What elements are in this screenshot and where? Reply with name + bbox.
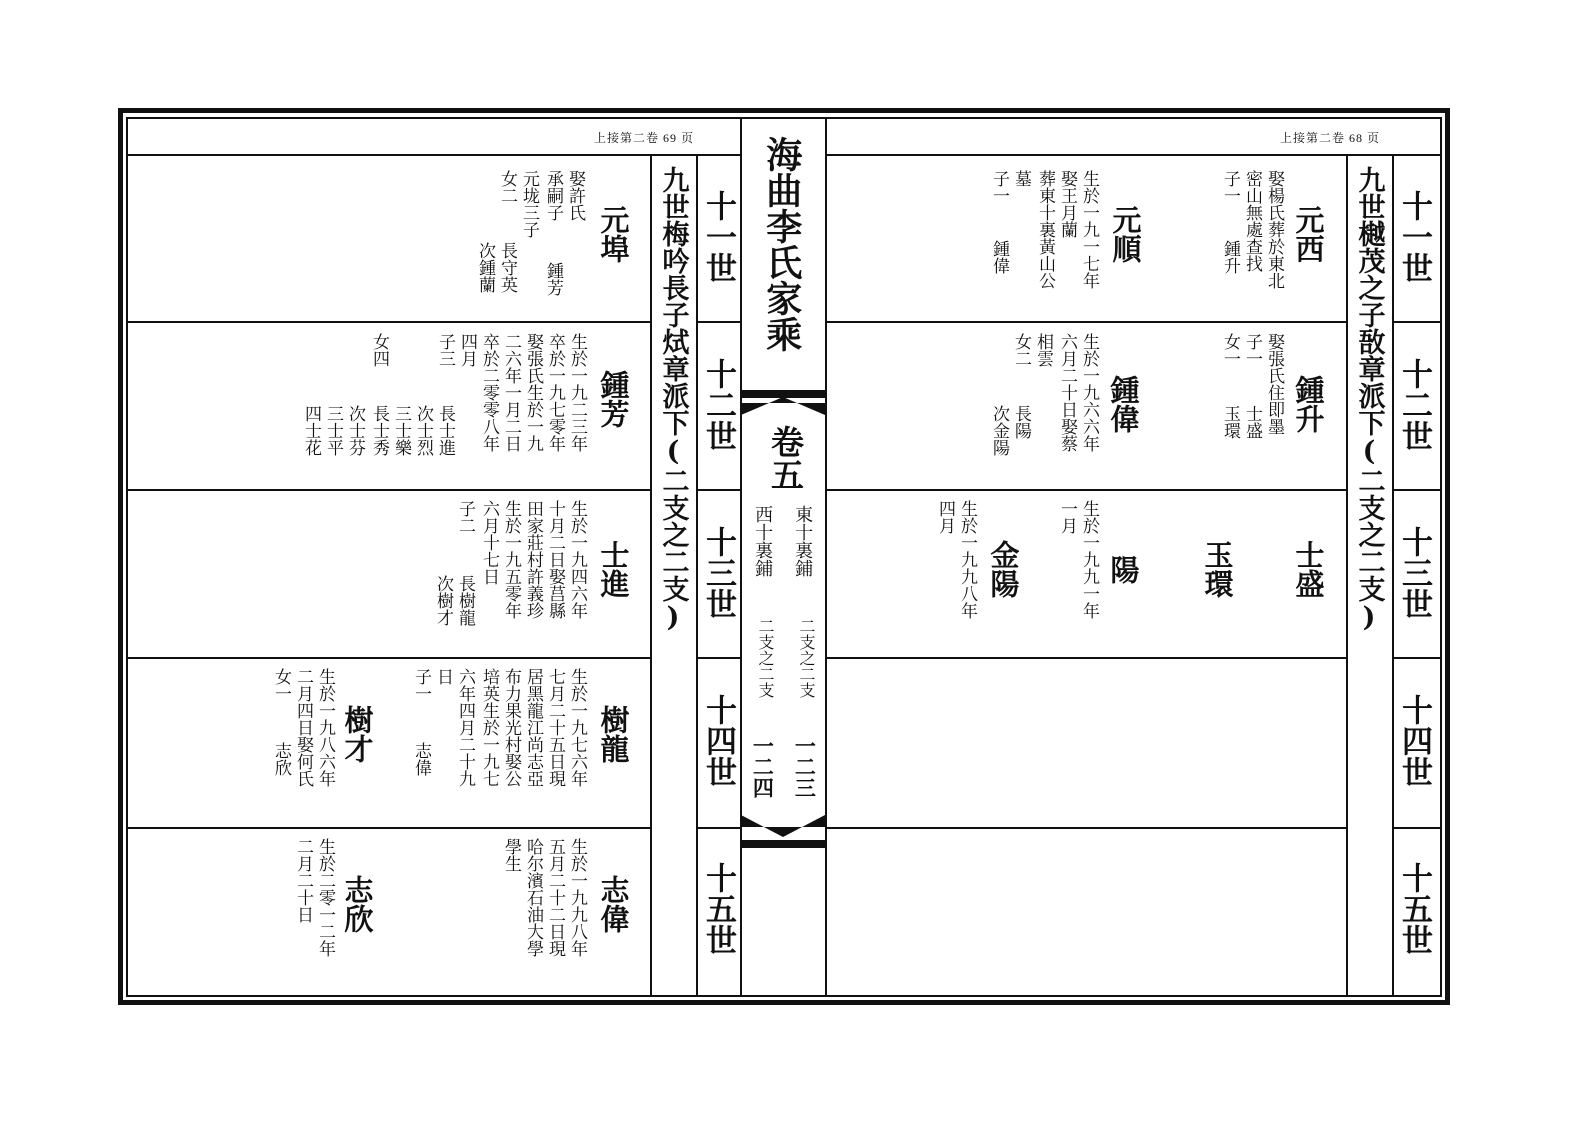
person-detail: 娶張氏住即墨 [1264, 333, 1285, 435]
row-line [826, 827, 1346, 829]
gen-label: 十四世 [700, 694, 736, 787]
person-detail: 生於一九九一年 [1079, 500, 1100, 619]
person-detail: 七月二十五日現 [545, 668, 566, 787]
person-detail: 四月 [457, 333, 478, 367]
row-line [128, 657, 650, 659]
spine-place-right: 西十裏鋪 [752, 505, 774, 577]
person-child: 長士進 [435, 405, 456, 456]
person-child: 玉環 [1220, 405, 1241, 439]
person-child: 鍾芳 [543, 262, 564, 296]
person-name: 元順 [1108, 205, 1143, 263]
person-detail: 女一 [1220, 333, 1241, 367]
person-detail: 卒於二零零八年 [479, 333, 500, 452]
person-detail: 生於一九一七年 [1079, 170, 1100, 289]
person-detail: 子三 [435, 333, 456, 367]
person-child: 三士平 [323, 405, 344, 456]
person-detail: 娶許氏 [565, 170, 586, 221]
branch-title-right: 九世梅吟長子烒章派下(二支之二支) [657, 166, 689, 633]
person-detail: 生於一九九八年 [957, 500, 978, 619]
person-name: 士盛 [1291, 540, 1326, 598]
person-child: 四士花 [301, 405, 322, 456]
person-child: 志欣 [271, 742, 292, 776]
person-detail: 娶楊氏葬於東北 [1264, 170, 1285, 289]
person-detail: 二月四日娶何氏 [293, 668, 314, 787]
left-gen-col-border [1392, 155, 1394, 995]
person-detail: 生於一九八六年 [315, 668, 336, 787]
person-detail: 二六年一月二日 [501, 333, 522, 452]
row-line [128, 489, 650, 491]
continued-note-left: 上接第二卷 68 页 [1280, 131, 1381, 145]
row-line [696, 827, 740, 829]
row-line [696, 489, 740, 491]
person-detail: 六年四月二十九 [455, 668, 476, 787]
row-line [696, 321, 740, 323]
person-child: 次樹才 [433, 575, 454, 626]
person-detail: 布力果光村娶公 [501, 668, 522, 787]
gen-label: 十四世 [1396, 694, 1432, 787]
person-detail: 墓 [1011, 170, 1032, 187]
person-detail: 子一 [1220, 170, 1241, 204]
gen-label: 十五世 [1396, 862, 1432, 955]
person-name: 鍾升 [1291, 375, 1326, 433]
right-gen-col-border [696, 155, 698, 995]
person-name: 鍾芳 [596, 370, 631, 428]
page-number-right: 一二四 [750, 735, 776, 798]
person-detail: 六月十七日 [479, 500, 500, 585]
person-name: 陽 [1106, 555, 1141, 584]
gen-label: 十二世 [1396, 358, 1432, 451]
person-detail: 葬東十裏黃山公 [1035, 170, 1056, 289]
gen-label: 十一世 [700, 190, 736, 283]
spine-branch-left: 二支之二支 [796, 618, 816, 698]
person-child: 志偉 [411, 742, 432, 776]
row-line [826, 657, 1346, 659]
person-child: 長守英 [497, 242, 518, 293]
person-detail: 居黑龍江尚志亞 [523, 668, 544, 787]
person-child: 次鍾蘭 [475, 242, 496, 293]
branch-title-left: 九世樾茂之子敔章派下(二支之二支) [1353, 166, 1385, 633]
spine-right-border [825, 119, 827, 995]
person-child: 次金陽 [989, 405, 1010, 456]
person-detail: 生於一九五零年 [501, 500, 522, 619]
person-detail: 卒於一九七零年 [545, 333, 566, 452]
person-detail: 生於一九七六年 [567, 668, 588, 787]
person-detail: 學生 [501, 838, 522, 872]
person-detail: 子二 [455, 500, 476, 534]
person-name: 玉環 [1200, 540, 1235, 598]
person-name: 金陽 [986, 540, 1021, 598]
person-detail: 娶張氏生於一九 [523, 333, 544, 452]
right-title-col-border [650, 155, 652, 995]
person-name: 志欣 [340, 875, 375, 933]
person-child: 次士烈 [413, 405, 434, 456]
person-detail: 生於一九四六年 [567, 500, 588, 619]
person-child: 鍾升 [1220, 240, 1241, 274]
person-child: 三士樂 [391, 405, 412, 456]
person-child: 士盛 [1242, 405, 1263, 439]
row-line [826, 489, 1346, 491]
person-detail: 日 [433, 668, 454, 685]
left-title-col-border [1346, 155, 1348, 995]
row-line [1392, 657, 1440, 659]
person-name: 士進 [596, 540, 631, 598]
person-detail: 生於二零一二年 [315, 838, 336, 957]
person-detail: 娶王月蘭 [1057, 170, 1078, 238]
person-detail: 女四 [369, 333, 390, 367]
person-name: 元西 [1291, 205, 1326, 263]
row-line [1392, 827, 1440, 829]
person-detail: 承嗣子 [543, 170, 564, 221]
person-name: 樹龍 [596, 705, 631, 763]
row-line [1392, 489, 1440, 491]
person-detail: 生於一九二三年 [567, 333, 588, 452]
person-detail: 五月二十二日現 [545, 838, 566, 957]
person-detail: 培英生於一九七 [479, 668, 500, 787]
person-child: 長士秀 [369, 405, 390, 456]
person-child: 長樹龍 [455, 575, 476, 626]
person-detail: 生於一九九八年 [567, 838, 588, 957]
row-line [1392, 321, 1440, 323]
person-detail: 哈尔濱石油大學 [523, 838, 544, 957]
person-detail: 六月二十日娶蔡 [1057, 333, 1078, 452]
spine-branch-right: 二支之二支 [755, 618, 775, 698]
continued-note-right: 上接第二卷 69 页 [594, 131, 695, 145]
gen-label: 十一世 [1396, 190, 1432, 283]
person-name: 志偉 [596, 875, 631, 933]
person-detail: 四月 [935, 500, 956, 534]
person-detail: 相雲 [1033, 333, 1054, 367]
gen-label: 十三世 [1396, 526, 1432, 619]
person-child: 次士芬 [345, 405, 366, 456]
person-detail: 女一 [271, 668, 292, 702]
person-detail: 十月二日娶莒縣 [545, 500, 566, 619]
person-detail: 子一 [411, 668, 432, 702]
row-line [128, 827, 650, 829]
gen-label: 十三世 [700, 526, 736, 619]
spine-place-left: 東十裏鋪 [792, 505, 814, 577]
person-detail: 一月 [1057, 500, 1078, 534]
row-line [696, 657, 740, 659]
person-name: 元埠 [596, 205, 631, 263]
person-detail: 田家莊村許義珍 [523, 500, 544, 619]
gen-label: 十五世 [700, 862, 736, 955]
person-detail: 生於一九六六年 [1079, 333, 1100, 452]
person-detail: 女二 [1011, 333, 1032, 367]
person-detail: 二月二十日 [293, 838, 314, 923]
right-header-line [128, 154, 740, 156]
book-title: 海曲李氏家乘 [760, 136, 803, 352]
person-child: 長陽 [1011, 405, 1032, 439]
volume-label: 卷五 [765, 425, 805, 491]
page-number-left: 一二三 [792, 735, 818, 798]
person-detail: 密山無處查找 [1242, 170, 1263, 272]
gen-label: 十二世 [700, 358, 736, 451]
person-name: 樹才 [340, 705, 375, 763]
person-detail: 子一 [1242, 333, 1263, 367]
person-detail: 子一 [989, 170, 1010, 204]
row-line [128, 321, 650, 323]
row-line [826, 321, 1346, 323]
person-detail: 女二 [497, 170, 518, 204]
person-name: 鍾偉 [1106, 375, 1141, 433]
person-detail: 元垅三子 [519, 170, 540, 238]
person-child: 鍾偉 [989, 240, 1010, 274]
